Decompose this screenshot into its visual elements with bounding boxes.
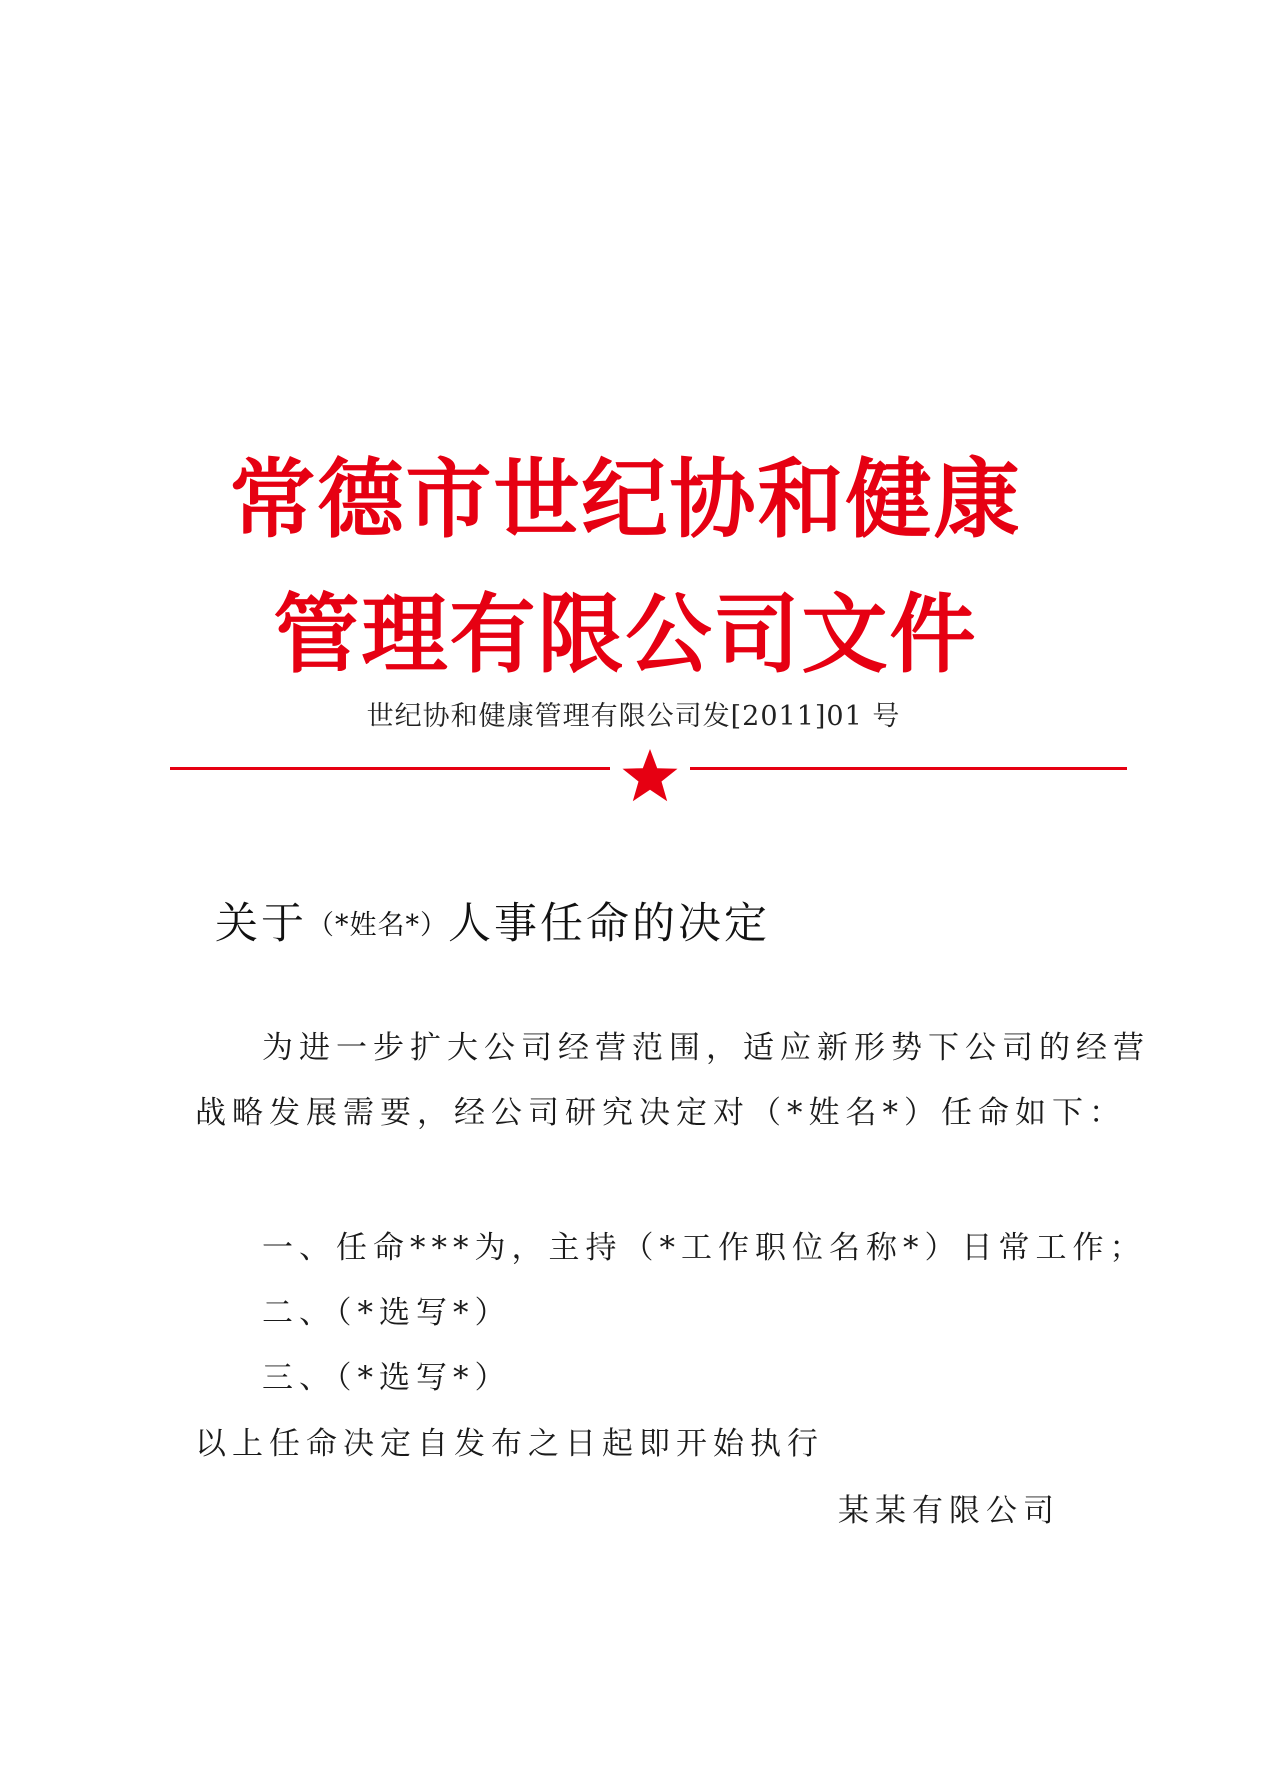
red-divider-left [170, 767, 610, 770]
star-icon [620, 747, 680, 805]
body-paragraph-line-1: 为进一步扩大公司经营范围，适应新形势下公司的经营 [262, 1030, 1150, 1066]
document-title-line-2: 管理有限公司文件 [273, 584, 978, 685]
signature-company: 某某有限公司 [838, 1493, 1060, 1529]
decision-title-prefix: 关于 [215, 899, 307, 949]
decision-title [215, 890, 770, 951]
document-title-line-1: 常德市世纪协和健康 [229, 449, 1022, 550]
closing-statement: 以上任命决定自发布之日起即开始执行 [195, 1426, 824, 1462]
appointment-item: 三、（*选写*） [262, 1360, 512, 1396]
decision-title-name-placeholder: （*姓名*） [307, 910, 448, 941]
body-paragraph-line-2: 战略发展需要，经公司研究决定对（*姓名*）任命如下： [195, 1095, 1126, 1131]
appointment-item: 一、任命***为，主持（*工作职位名称*）日常工作； [262, 1230, 1147, 1266]
decision-title-suffix: 人事任命的决定 [448, 899, 770, 949]
appointment-item: 二、（*选写*） [262, 1295, 512, 1331]
red-divider-right [690, 767, 1127, 770]
document-number: 世纪协和健康管理有限公司发[2011]01 号 [366, 701, 901, 732]
